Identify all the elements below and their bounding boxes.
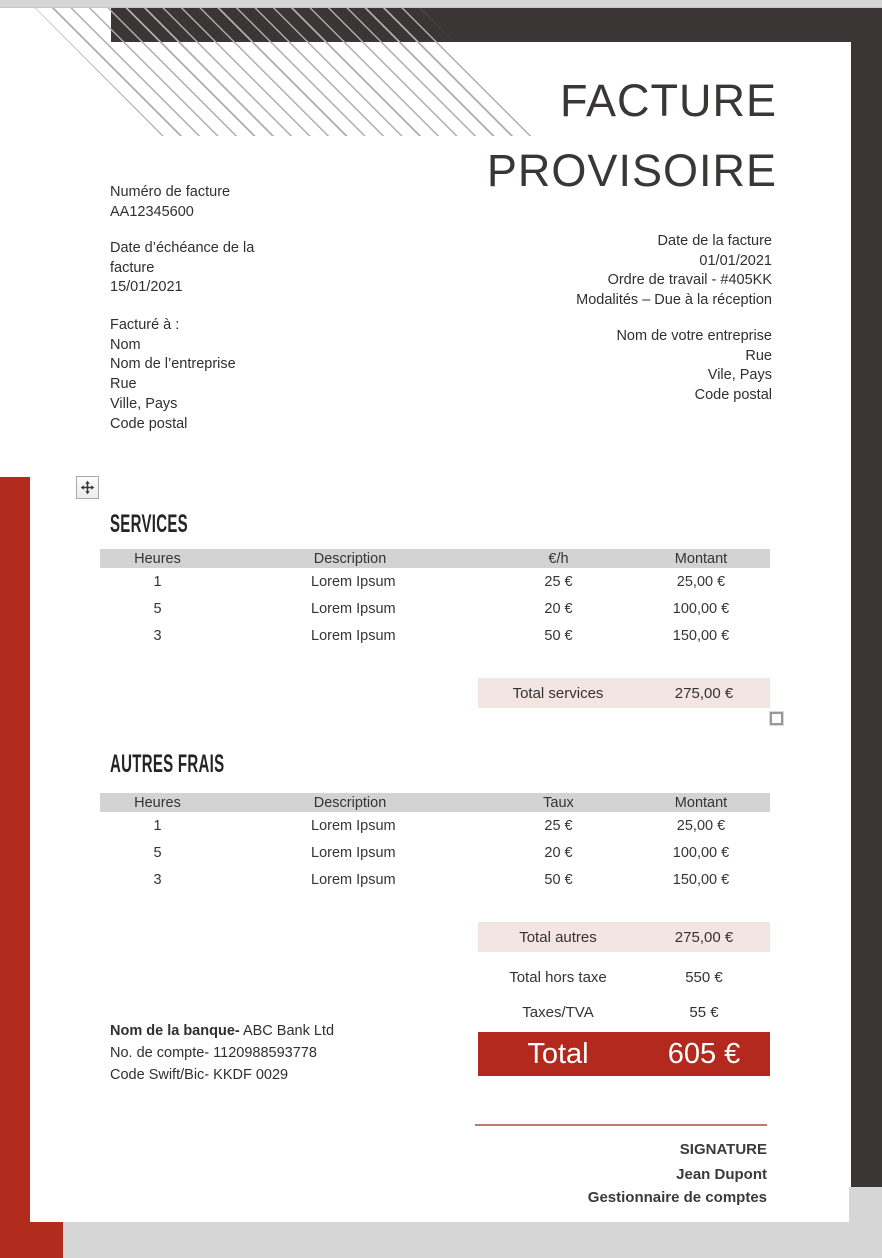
services-table-header [100, 549, 770, 568]
company-address-lines [372, 327, 772, 406]
text-line: Vile, Pays [707, 367, 772, 384]
subtotal-label: Total hors taxe [509, 968, 607, 986]
column-header: Montant [674, 550, 728, 567]
company-address-block [372, 327, 772, 406]
text-line: Code postal [694, 387, 772, 404]
table-cell: 3 [153, 627, 162, 644]
right-bar-gap [849, 1187, 882, 1222]
column-header: Heures [134, 794, 181, 811]
table-row [100, 595, 770, 622]
column-header: Heures [134, 550, 181, 567]
other-fees-heading: AUTRES FRAIS [110, 750, 225, 778]
subtotal-row [478, 962, 770, 992]
due-date-block [110, 239, 254, 298]
table-cell: 25,00 € [676, 817, 726, 834]
grand-total-label: Total [527, 1037, 589, 1070]
left-red-bar [0, 477, 30, 1258]
table-row [100, 568, 770, 595]
table-cell: 50 € [544, 627, 573, 644]
table-cell: 50 € [544, 871, 573, 888]
table-cell: 20 € [544, 600, 573, 617]
billed-to-lines [110, 336, 236, 435]
title-line-2: PROVISOIRE [486, 145, 777, 196]
invoice-number-value: AA12345600 [110, 203, 194, 220]
text-line: Rue [110, 376, 137, 393]
services-table [100, 549, 770, 649]
table-cell: Lorem Ipsum [311, 573, 396, 590]
bank-details-block [110, 1020, 334, 1086]
text-line: Code postal [110, 415, 188, 432]
invoice-number-label: Numéro de facture [110, 184, 231, 200]
due-date-label-line1: Date d’échéance de la [110, 240, 255, 256]
table-row [100, 866, 770, 893]
subtotal-value: 550 € [685, 968, 723, 986]
grand-total-row [478, 1032, 770, 1076]
text-line: Nom [110, 336, 141, 353]
table-cell: Lorem Ipsum [311, 844, 396, 861]
other-fees-table-header [100, 793, 770, 812]
table-row [100, 839, 770, 866]
bank-account-line: No. de compte- 1120988593778 [110, 1045, 317, 1061]
table-cell: Lorem Ipsum [311, 871, 396, 888]
table-cell: 1 [153, 817, 162, 834]
total-other-row [478, 922, 770, 952]
table-resize-handle[interactable] [770, 712, 783, 725]
payment-terms: Modalités – Due à la réception [576, 292, 772, 309]
text-line: Rue [745, 347, 772, 364]
total-services-label: Total services [512, 684, 604, 702]
invoice-date-block [372, 232, 772, 311]
signature-name: Jean Dupont [676, 1166, 767, 1183]
table-cell: 100,00 € [672, 844, 730, 861]
services-heading: SERVICES [110, 510, 188, 538]
table-cell: 3 [153, 871, 162, 888]
bank-swift-line: Code Swift/Bic- KKDF 0029 [110, 1067, 289, 1083]
right-dark-bar [851, 8, 882, 1187]
billed-to-label: Facturé à : [110, 317, 180, 333]
other-fees-table [100, 793, 770, 893]
table-cell: Lorem Ipsum [311, 600, 396, 617]
tax-value: 55 € [689, 1003, 719, 1021]
table-cell: 100,00 € [672, 600, 730, 617]
column-header: Montant [674, 794, 728, 811]
bank-name-label: Nom de la banque- [110, 1023, 240, 1039]
table-cell: Lorem Ipsum [311, 817, 396, 834]
billed-to-block [110, 316, 236, 434]
table-cell: 5 [153, 600, 162, 617]
total-other-label: Total autres [519, 928, 597, 946]
column-header: Taux [543, 794, 574, 811]
tax-row [478, 997, 770, 1027]
table-move-handle[interactable] [76, 476, 99, 499]
signature-block [475, 1141, 767, 1206]
tax-label: Taxes/TVA [522, 1003, 594, 1021]
invoice-number-block [110, 183, 230, 222]
table-row [100, 622, 770, 649]
move-icon [80, 480, 95, 495]
grand-total-value: 605 € [667, 1037, 741, 1070]
signature-heading: SIGNATURE [679, 1141, 767, 1158]
other-fees-table-body [100, 812, 770, 893]
bank-name-line [110, 1020, 334, 1042]
services-table-body [100, 568, 770, 649]
work-order: Ordre de travail - #405KK [607, 272, 772, 289]
bank-name-value: ABC Bank Ltd [239, 1023, 335, 1039]
signature-line [475, 1124, 767, 1126]
table-cell: 20 € [544, 844, 573, 861]
total-services-row [478, 678, 770, 708]
due-date-value: 15/01/2021 [110, 279, 183, 296]
table-cell: 1 [153, 573, 162, 590]
total-services-value: 275,00 € [674, 684, 734, 702]
invoice-date-value: 01/01/2021 [699, 252, 772, 269]
signature-role: Gestionnaire de comptes [587, 1189, 767, 1206]
text-line: Nom de l’entreprise [110, 356, 236, 373]
table-cell: 150,00 € [672, 871, 730, 888]
bottom-red-block [0, 1222, 63, 1258]
column-header: €/h [548, 550, 569, 567]
text-line: Ville, Pays [110, 395, 178, 412]
table-cell: 150,00 € [672, 627, 730, 644]
invoice-date-label: Date de la facture [657, 233, 772, 249]
due-date-label-line2: facture [110, 259, 155, 276]
table-cell: 25 € [544, 817, 573, 834]
table-cell: 25,00 € [676, 573, 726, 590]
table-cell: Lorem Ipsum [311, 627, 396, 644]
table-cell: 5 [153, 844, 162, 861]
document-title [177, 66, 777, 206]
column-header: Description [313, 794, 387, 811]
table-row [100, 812, 770, 839]
total-other-value: 275,00 € [674, 928, 734, 946]
text-line: Nom de votre entreprise [616, 328, 772, 344]
column-header: Description [313, 550, 387, 567]
title-line-1: FACTURE [559, 75, 777, 126]
table-cell: 25 € [544, 573, 573, 590]
